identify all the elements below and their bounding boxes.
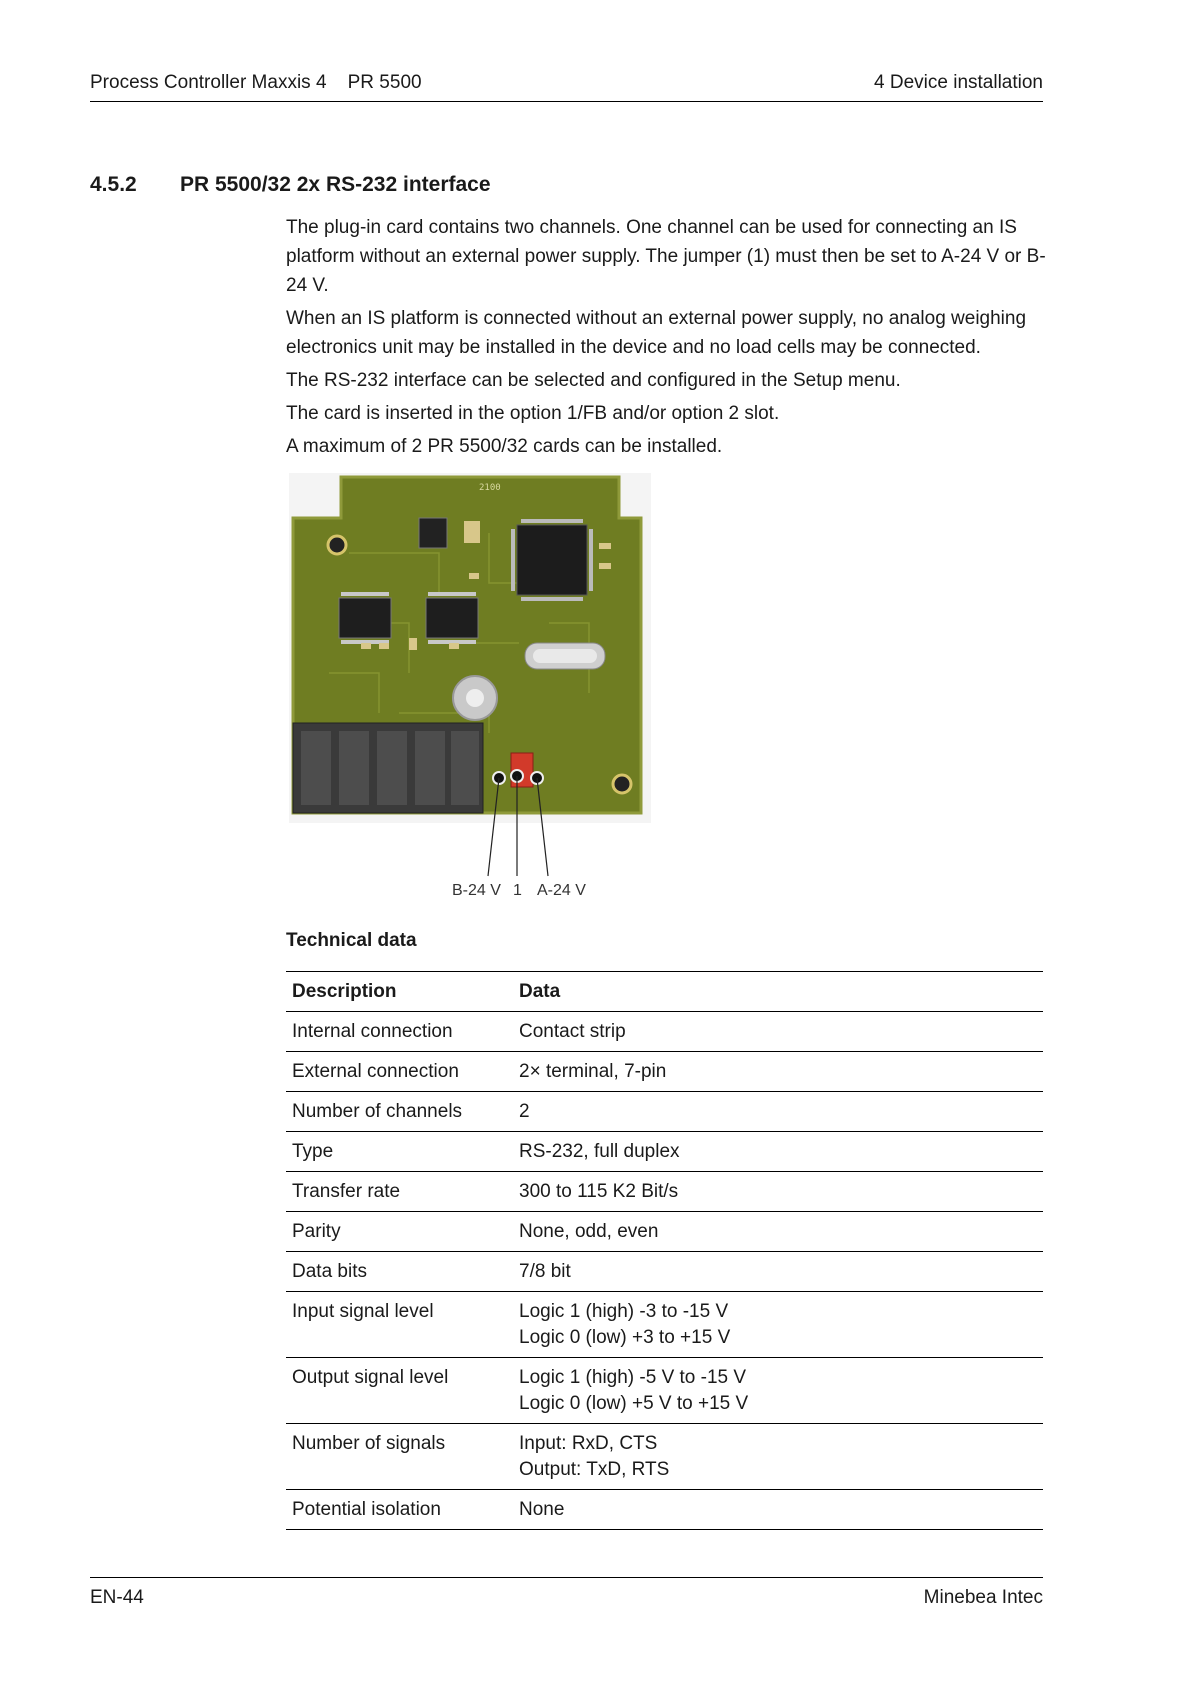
table-row xyxy=(286,1212,1043,1252)
table-row xyxy=(286,1172,1043,1212)
board-label: 2100 xyxy=(479,483,501,493)
header-rule xyxy=(90,101,1043,102)
body-text xyxy=(286,213,1046,465)
description-cell: Data bits xyxy=(286,1252,513,1292)
data-cell xyxy=(513,1012,1043,1052)
data-line: Output: TxD, RTS xyxy=(519,1459,670,1480)
table-row xyxy=(286,1092,1043,1132)
data-line: None, odd, even xyxy=(519,1221,659,1242)
page-number: EN-44 xyxy=(90,1587,144,1608)
description-cell: Parity xyxy=(286,1212,513,1252)
description-cell: Internal connection xyxy=(286,1012,513,1052)
data-cell xyxy=(513,1092,1043,1132)
data-cell xyxy=(513,1358,1043,1424)
data-line: Logic 0 (low) +3 to +15 V xyxy=(519,1327,731,1348)
data-cell xyxy=(513,1052,1043,1092)
pcb-photo xyxy=(289,473,651,823)
footer-company: Minebea Intec xyxy=(923,1587,1043,1608)
paragraph: The RS-232 interface can be selected and configured in the Setup menu. xyxy=(286,370,901,391)
callout-b24v: B-24 V xyxy=(452,882,501,899)
data-line: None xyxy=(519,1499,565,1520)
data-cell xyxy=(513,1292,1043,1358)
description-cell: Type xyxy=(286,1132,513,1172)
running-header-right: 4 Device installation xyxy=(874,72,1043,93)
data-line: Input: RxD, CTS xyxy=(519,1433,658,1454)
data-cell xyxy=(513,1490,1043,1530)
tech-data-heading: Technical data xyxy=(286,930,417,951)
paragraph: The card is inserted in the option 1/FB and/or option 2 slot. xyxy=(286,403,780,424)
data-line: Contact strip xyxy=(519,1021,626,1042)
jumper-pins xyxy=(493,770,543,784)
technical-data-table xyxy=(286,971,1043,1530)
table-row xyxy=(286,1132,1043,1172)
data-line: Logic 1 (high) -3 to -15 V xyxy=(519,1301,729,1322)
description-cell: Transfer rate xyxy=(286,1172,513,1212)
data-line: 7/8 bit xyxy=(519,1261,571,1282)
column-header: Description xyxy=(286,972,513,1012)
table-row xyxy=(286,1490,1043,1530)
data-cell xyxy=(513,1424,1043,1490)
description-cell: Potential isolation xyxy=(286,1490,513,1530)
data-line: RS-232, full duplex xyxy=(519,1141,680,1162)
data-line: 2 xyxy=(519,1101,530,1122)
paragraph: A maximum of 2 PR 5500/32 cards can be installed. xyxy=(286,436,723,457)
footer-rule xyxy=(90,1577,1043,1578)
data-cell xyxy=(513,1212,1043,1252)
section-title: PR 5500/32 2x RS-232 interface xyxy=(180,173,491,196)
table-row xyxy=(286,1424,1043,1490)
paragraph: The plug-in card contains two channels. One channel can be used for connecting an IS platform without an external power supply. The jumper (1) must then be set to A-24 V or B-24 V. xyxy=(286,217,1046,296)
table-header-row xyxy=(286,972,1043,1012)
paragraph: When an IS platform is connected without an external power supply, no analog weighing electronics unit may be installed in the device and no load cells may be connected. xyxy=(286,308,1027,358)
description-cell: External connection xyxy=(286,1052,513,1092)
callout-a24v: A-24 V xyxy=(537,882,586,899)
description-cell: Number of signals xyxy=(286,1424,513,1490)
callout-1: 1 xyxy=(513,882,522,899)
column-header: Data xyxy=(513,972,1043,1012)
table-row xyxy=(286,1012,1043,1052)
data-cell xyxy=(513,1172,1043,1212)
data-line: 300 to 115 K2 Bit/s xyxy=(519,1181,679,1202)
running-header-left: Process Controller Maxxis 4 PR 5500 xyxy=(90,72,422,93)
description-cell: Number of channels xyxy=(286,1092,513,1132)
table-row xyxy=(286,1252,1043,1292)
data-cell xyxy=(513,1132,1043,1172)
table-body xyxy=(286,1012,1043,1530)
data-line: Logic 1 (high) -5 V to -15 V xyxy=(519,1367,747,1388)
data-cell xyxy=(513,1252,1043,1292)
data-line: Logic 0 (low) +5 V to +15 V xyxy=(519,1393,749,1414)
description-cell: Output signal level xyxy=(286,1358,513,1424)
table-row xyxy=(286,1358,1043,1424)
table-row xyxy=(286,1292,1043,1358)
description-cell: Input signal level xyxy=(286,1292,513,1358)
data-line: 2× terminal, 7-pin xyxy=(519,1061,667,1082)
pcb-illustration xyxy=(289,473,651,823)
section-number: 4.5.2 xyxy=(90,173,137,196)
table-row xyxy=(286,1052,1043,1092)
